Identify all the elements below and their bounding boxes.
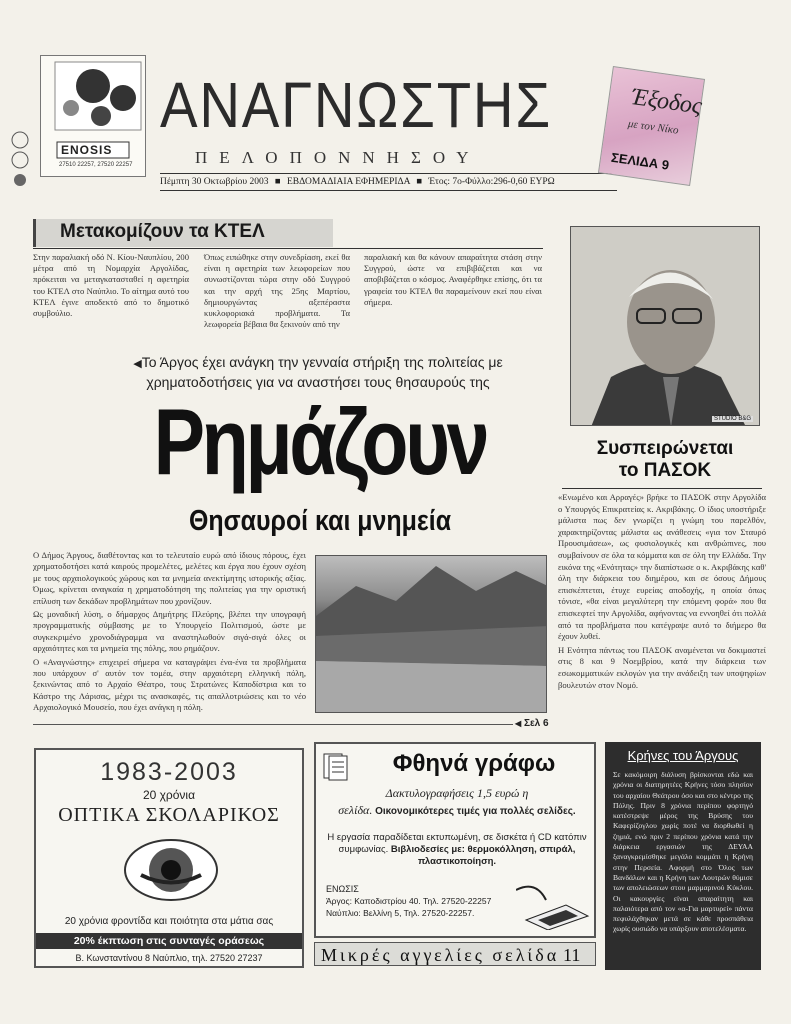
ktel-col-1: Στην παραλιακή οδό Ν. Κίου-Ναυπλίου, 200 μέτρα από τη Νομαρχία Αργολίδας, πρόκειται να μεταγκατασταθεί η αφετηρία του ΚΤΕΛ στο Ναύπλιο. Το αίτημα αυτό του ΚΤΕΛ έγινε αποδεκτό από το δημοτικό συμβούλιο. bbox=[33, 252, 189, 319]
lead-paragraph-3: Ο «Αναγνώστης» επιχειρεί σήμερα να καταγράψει ένα-ένα τα προβλήματα που υπάρχουν σ' αυτόν τον τομέα, στην αρχαιότερη ελληνική πόλη, ξεκινώντας από το Αρχαίο Θέατρο, τους Στρατώνες Καποδίστρια και το Κάστρο της Λάρισας, μέχρι τις ανασκαφές, τις απαλλοτριώσεις και το νέο Αρχαιολογικό Μουσείο, που έχει ανάγκη η πόλη. bbox=[33, 656, 306, 713]
paper-type: ΕΒΔΟΜΑΔΙΑΙΑ ΕΦΗΜΕΡΙΔΑ bbox=[286, 177, 410, 187]
pasok-paragraph-1: «Ενωμένο και Αρραγές» βρήκε το ΠΑΣΟΚ στην Αργολίδα ο Υπουργός Επικρατείας κ. Ακριβάκης. Ο ίδιος υποστήριξε μάλιστα πως δεν γνωρίζει η γνώμη του παρελθόν, χαρακτηρίζοντας μάλιστα ως ανάθεσεις «για τον Σταυρό Προυσιμάσεω», ως φυσιολογικές και ανθρώπινες, που συμβαίνουν σε όλα τα κόμματα και σε όλη την Ελλάδα. Την εικόνα της «Ενότητας» την διαπίστωσε ο κ. Ακριβάκης καθ' όλη την διάρκεια του διημέρου, και σε όσους Δήμους επισκέπτεται, έτυχε ευρείας αποδοχής, η οποία όπως τόνισε, «θα είναι μεγαλύτερη την επόμενη φορά» που θα επισκεφτεί την Αργολίδα, αφήνοντας να εννοηθεί ότι πολλά από τα προβλήματα που κατέγραψε αυτό το διήμερο θα έχουν λυθεί. bbox=[558, 492, 766, 642]
logo-circle-large bbox=[76, 69, 110, 103]
agency-title: Φθηνά γράφω bbox=[392, 750, 556, 777]
pasok-rule bbox=[562, 488, 762, 489]
lead-kicker: ◀Το Άργος έχει ανάγκη την γενναία στήριξη της πολιτείας με χρηματοδοτήσεις για να αναστήσει τους θησαυρούς της bbox=[133, 354, 503, 390]
classifieds-page: 11 bbox=[563, 945, 581, 965]
issue-number: Έτος: 7ο-Φύλλο:296-0,60 ΕΥΡΩ bbox=[428, 177, 555, 187]
lead-headline: Ρημάζουν bbox=[153, 389, 487, 494]
ktel-col-2: Όπως ειπώθηκε στην συνεδρίαση, εκεί θα είναι η αφετηρία των λεωφορείων που συνωστίζονται τώρα στην οδό Συγγρού και την αρχή της 25ης Μαρτίου, δημιουργώντας αξεπέραστα κυκλοφοριακά προβλήματα. Τα λεωφορεία βέβαια θα ξεκινούν από την bbox=[204, 252, 350, 330]
agency-address-2: Ναύπλιο: Βελλίνη 5, Τηλ. 27520-22257. bbox=[326, 908, 475, 918]
pasok-title bbox=[570, 438, 760, 482]
lead-rule bbox=[33, 724, 513, 725]
optics-address: Β. Κωνσταντίνου 8 Ναύπλιο, τηλ. 27520 27237 bbox=[75, 953, 263, 963]
logo-circle-small bbox=[63, 100, 79, 116]
lead-paragraph-1: Ο Δήμος Άργους, διαθέτοντας και το τελευταίο ευρώ από ίδιους πόρους, έχει χρηματοδοτήσει κατά καιρούς προμελέτες, μελέτες και έργα που έχουν σχέση με τους αρχαιολογικούς χώρους και τα μνημεία ανεκτίμητης ιστορικής αξίας. Όμως, κρίνεται αναγκαία η χρηματοδότηση της πολιτείας για την οριστική επίλυση των δεκάδων προβλημάτων που χρονίζουν. bbox=[33, 550, 306, 606]
logo-graphic bbox=[41, 56, 145, 176]
lead-subheadline: Θησαυροί και μνημεία bbox=[188, 505, 452, 537]
keyboard-icon bbox=[516, 880, 592, 930]
issue-date: Πέμπτη 30 Οκτωβρίου 2003 bbox=[160, 177, 269, 187]
optics-ad[interactable] bbox=[34, 748, 304, 968]
springs-body: Σε κακόμοιρη διάλυση βρίσκονται εδώ και χρόνια οι διατηρητέες Κρήνες τόσο πλησίον του αρχαίου Θεάτρου όσο και στο κέντρο της Πόλης. Πριν 8 χρόνια περίπου φορτηγό κατέστρεψε μέρος της Βρύσης του Καφερίζογλου χωρίς ποτέ να διορθωθεί η ζημιά, ενώ πριν 2 περίπου χρόνια κατά την διάρκεια εργασιών της ΔΕΥΑΑ ξαναγκρεμίσθηκε μεγάλο κομμάτι η Κρήνη στην Περσεία. Αφορμή στο Όλος των Βανδάλων και η Κρήνη των Λουτρών θύμισε των απολειώσεων στου μαρμαρινού Κύκλου. Οι κακουργίες είναι απαραίτητη και παλαιότερα από τον «α-Για μαρτυρεί» πάντα πεφυλάχθηκαν μετά σε κάθε προσπάθεια χωρίς ουσιώδο να υπάρξουν αποτελέσματα. bbox=[613, 770, 753, 934]
dateline: Πέμπτη 30 Οκτωβρίου 2003 ■ ΕΒΔΟΜΑΔΙΑΙΑ ΕΦΗΜΕΡΙΔΑ ■ Έτος: 7ο-Φύλλο:296-0,60 ΕΥΡΩ bbox=[160, 173, 617, 191]
lead-paragraph-2: Ως μοναδική λύση, ο δήμαρχος Δημήτρης Πλεύρης, βλέπει την υπογραφή προγραμματικής σύμβασης με το Υπουργείο Πολιτισμού, ώστε με συγκεκριμένο χρονοδιάγραμμα να αναστηλωθούν σιγά-σιγά όλες οι αρχαιότητες και τα μνημεία της πόλης, που ρημάζουν. bbox=[33, 609, 306, 654]
springs-box bbox=[605, 742, 761, 970]
side-mark bbox=[8, 130, 34, 188]
ktel-title: Μετακομίζουν τα ΚΤΕΛ bbox=[60, 221, 265, 242]
agency-company: ΕΝΩΣΙΣ bbox=[326, 884, 359, 894]
ktel-rule bbox=[33, 248, 543, 249]
optics-years: 1983-2003 bbox=[100, 758, 238, 786]
eye-icon bbox=[121, 830, 221, 910]
optics-discount: 20% έκπτωση στις συνταγές οράσεως bbox=[36, 933, 302, 949]
logo-circle-bottom bbox=[91, 106, 111, 126]
typing-agency-ad[interactable] bbox=[314, 742, 596, 938]
politician-photo bbox=[570, 226, 760, 426]
classifieds-banner[interactable] bbox=[314, 942, 596, 966]
lead-continued[interactable]: ◀ Σελ 6 bbox=[515, 718, 549, 729]
optics-tagline: 20 χρόνια φροντίδα και ποιότητα στα μάτια σας bbox=[64, 916, 274, 927]
logo-circle-right bbox=[110, 85, 136, 111]
pasok-title-line-2: το ΠΑΣΟΚ bbox=[618, 460, 712, 481]
promo-subtitle: με τον Νίκο bbox=[627, 117, 680, 137]
logo-contact: 27510 22257, 27520 22257 bbox=[59, 162, 133, 168]
document-icon bbox=[322, 752, 350, 782]
photo-credit: STUDIO B&G bbox=[713, 416, 751, 422]
optics-anniversary: 20 χρόνια bbox=[142, 788, 196, 802]
logo-box bbox=[40, 55, 146, 177]
pasok-title-line-1: Συσπειρώνεται bbox=[596, 438, 734, 459]
pasok-body bbox=[558, 492, 766, 691]
ktel-col-3: παραλιακή και θα κάνουν απαραίτητα στάση στην Συγγρού, ώστε να επιβιβάζεται και να αποβιβάζεται ο κόσμος. Αναφέρθηκε επίσης, ότι τα γραφεία του ΚΤΕΛ θα παραμείνουν εκεί που είναι σήμερα. bbox=[364, 252, 542, 307]
agency-line-3: Η εργασία παραδίδεται εκτυπωμένη, σε δισκέτα ή CD κατόπιν συμφωνίας. Βιβλιοδεσίες με: θερμοκόλληση, σπιράλ, πλαστικοποίηση. bbox=[327, 832, 587, 867]
springs-title: Κρήνες του Άργους bbox=[627, 748, 739, 763]
promo-title: Έξοδος bbox=[630, 84, 704, 120]
agency-line-2: σελίδα. Οικονομικότερες τιμές για πολλές σελίδες. bbox=[338, 803, 576, 817]
promo-page-label: ΣΕΛΙΔΑ 9 bbox=[610, 149, 671, 173]
masthead-title: ΑΝΑΓΝΩΣΤΗΣ bbox=[160, 69, 552, 141]
lead-body bbox=[33, 550, 306, 714]
logo-brand: ENOSIS bbox=[61, 143, 113, 157]
argos-photo bbox=[315, 555, 547, 713]
promo-box[interactable] bbox=[598, 66, 705, 186]
agency-address-1: Άργος: Καποδιστρίου 40. Τηλ. 27520-22257 bbox=[326, 896, 492, 906]
optics-name: ΟΠΤΙΚΑ ΣΚΟΛΑΡΙΚΟΣ bbox=[58, 804, 280, 826]
agency-line-1: Δακτυλογραφήσεις 1,5 ευρώ η bbox=[385, 786, 529, 800]
pasok-paragraph-2: Η Ενότητα πάντως του ΠΑΣΟΚ αναμένεται να δοκιμαστεί στις 8 και 9 Νοεμβρίου, κατά την διάρκεια των εσωκομματικών εκλογών για την ανάδειξη των υποψηφίων βουλευτών στον Νομό. bbox=[558, 644, 766, 690]
masthead-subtitle: ΠΕΛΟΠΟΝΝΗΣΟΥ bbox=[195, 148, 481, 167]
classifieds-text: Μικρές αγγελίες σελίδα bbox=[321, 945, 560, 965]
